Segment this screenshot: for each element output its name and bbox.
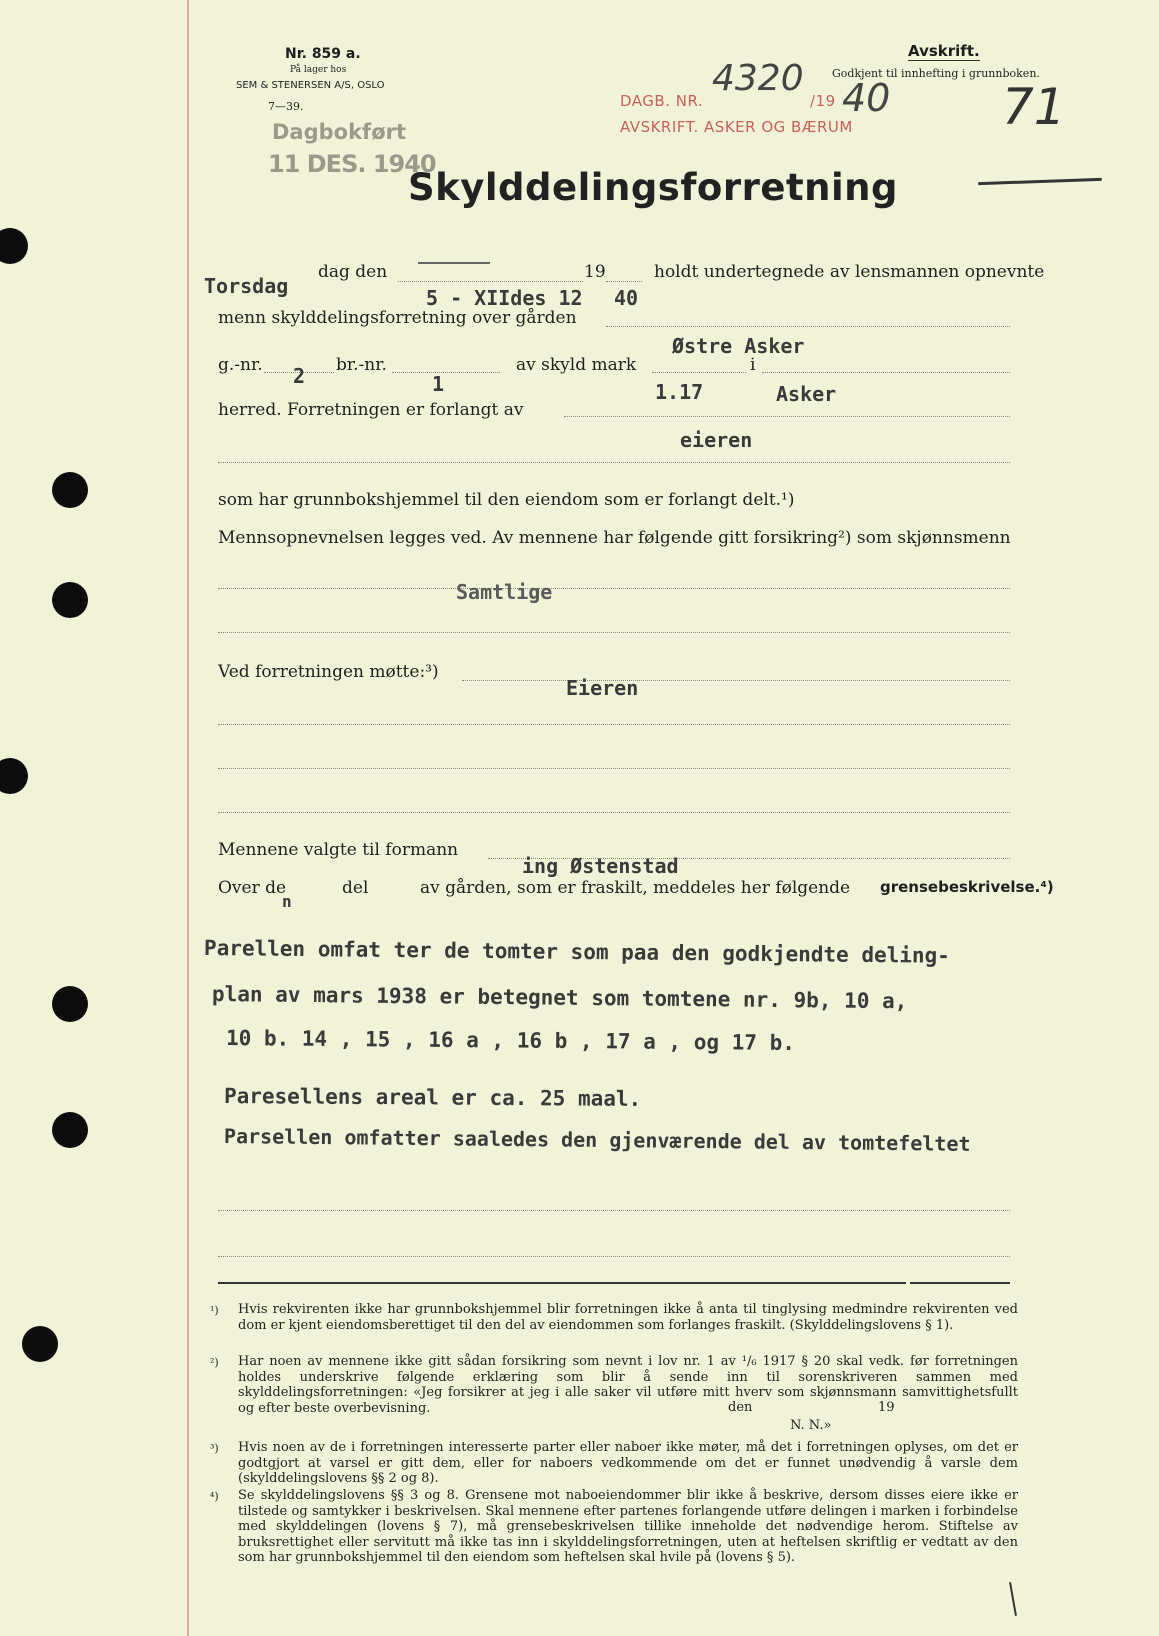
avskrift-note: Godkjent til innhefting i grunnboken.: [832, 67, 1040, 80]
over-suffix: n: [282, 892, 292, 911]
dagbokfort-date: 11 DES. 1940: [268, 150, 436, 178]
dagb-number: 4320: [712, 58, 804, 99]
punch-hole: [52, 582, 88, 618]
punch-hole: [52, 1112, 88, 1148]
page-mark: 71: [1002, 78, 1066, 136]
farm-name: Østre Asker: [672, 334, 805, 358]
footnote-2: Har noen av mennene ikke gitt sådan forsikring som nevnt i lov nr. 1 av ¹/₆ 1917 § 20 skal vedk. før forretningen holdes underskrive følgende erklæring som blir å sende inn til sorenskriveren sammen med skylddelingsforretningen: «Jeg forsikrer at jeg i alle saker vil utføre mitt hverv som skjønnsmann samvittighetsfullt og efter beste overbevisning.: [238, 1354, 1018, 1416]
description-line: plan av mars 1938 er betegnet som tomtene nr. 9b, 10 a,: [211, 982, 908, 1014]
farm-dotted-line: [606, 326, 1010, 327]
herred-line: herred. Forretningen er forlangt av: [218, 400, 524, 420]
i-label: i: [750, 355, 756, 375]
dagbokfort-stamp: Dagbokført: [272, 120, 407, 144]
description-line: Parsellen omfatter saaledes den gjenværende del av tomtefeltet: [223, 1124, 971, 1156]
over-label: Over de: [218, 878, 287, 898]
skyld-label: av skyld mark: [516, 355, 637, 375]
publisher-name: SEM & STENERSEN A/S, OSLO: [236, 80, 385, 91]
footnote-3: Hvis noen av de i forretningen interesserte parter eller naboer ikke møter, må det i forretningen oplyses, om det er godtgjort at varsel er gitt dem, eller for naboers vedkommende om det er funnet unødvendig å varsle dem (skylddelingslovens §§ 2 og 8).: [238, 1440, 1018, 1486]
blank-dotted-line: [218, 462, 1010, 463]
avskrift-stamp: AVSKRIFT. ASKER OG BÆRUM: [620, 118, 853, 136]
met-label: Ved forretningen møtte:³): [218, 662, 439, 682]
formann-value: ing Østenstad: [522, 854, 679, 878]
gnr-value: 2: [293, 364, 306, 388]
form-date: 7—39.: [268, 100, 304, 113]
avskrift-title: Avskrift.: [908, 42, 980, 60]
skyld-value: 1.17: [655, 380, 704, 404]
footnote-rule: [910, 1282, 1010, 1284]
footnote-2-den: den: [728, 1400, 753, 1415]
publisher-line: På lager hos: [290, 65, 347, 75]
footnote-mark: ³): [210, 1442, 219, 1455]
footnote-4: Se skylddelingslovens §§ 3 og 8. Grensene mot naboeiendommer blir ikke å beskrive, dersom disses eiere ikke er tilstede og samtykker i beskrivelsen. Skal mennene efter partenes forlangende utføre delingen i marken i forbindelse med skylddelingen (lovens § 7), må grensebeskrivelsen tillike inneholde det nødvendige herom. Stiftelse av bruksrettighet eller servitutt må ikke tas inn i skylddelingsforretningen, uten at heftelsen skriftlig er vedtatt av den som har grunnbokshjemmel til den eiendom som heftelsen skal hvile på (lovens § 5).: [238, 1488, 1018, 1565]
blank-dotted-line: [218, 632, 1010, 633]
description-line: Paresellens areal er ca. 25 maal.: [223, 1084, 642, 1111]
page-mark-stroke: [978, 178, 1102, 185]
year-prefix: 19: [584, 262, 606, 282]
line1-text: holdt undertegnede av lensmannen opnevnte: [654, 262, 1045, 282]
herred-value: Asker: [776, 382, 837, 406]
grunnbok-line: som har grunnbokshjemmel til den eiendom som er forlangt delt.¹): [218, 490, 795, 510]
blank-dotted-line: [218, 1256, 1010, 1257]
skyld-dotted-line: [652, 372, 746, 373]
punch-hole: [22, 1326, 58, 1362]
weekday-value: Torsdag: [204, 274, 289, 298]
sworn-value: Samtlige: [456, 580, 553, 604]
met-value: Eieren: [566, 676, 639, 700]
blank-dotted-line: [218, 812, 1010, 813]
menn-line: Mennsopnevnelsen legges ved. Av mennene har følgende gitt forsikring²) som skjønnsmenn: [218, 528, 1011, 548]
formann-label: Mennene valgte til formann: [218, 840, 459, 860]
footnote-2-nn: N. N.»: [790, 1418, 832, 1433]
gnr-label: g.-nr.: [218, 355, 263, 375]
blank-dotted-line: [218, 1210, 1010, 1211]
blank-dotted-line: [218, 724, 1010, 725]
date-dotted-line: [398, 281, 583, 282]
footnote-1: Hvis rekvirenten ikke har grunnbokshjemmel blir forretningen ikke å anta til tinglysing medmindre rekvirenten ved dom er kjent eiendomsberettiget til den del av eiendommen som forlanges fraskilt. (Skylddelingslovens § 1).: [238, 1302, 1018, 1333]
punch-hole: [0, 228, 28, 264]
requested-dotted-line: [564, 416, 1010, 417]
year-dotted-line: [606, 281, 642, 282]
line2-text: menn skylddelingsforretning over gården: [218, 308, 577, 328]
footnote-rule: [218, 1282, 906, 1284]
footnote-mark: ¹): [210, 1304, 219, 1317]
dagb-year: 40: [842, 76, 891, 120]
blank-dotted-line: [218, 768, 1010, 769]
description-line: 10 b. 14 , 15 , 16 a , 16 b , 17 a , og 17 b.: [225, 1026, 796, 1055]
requested-by: eieren: [680, 428, 753, 452]
footnote-mark: ²): [210, 1356, 219, 1369]
bnr-value: 1: [432, 372, 445, 396]
sworn-dotted-line: [218, 588, 1010, 589]
pen-mark: [1009, 1582, 1017, 1616]
met-dotted-line: [462, 680, 1010, 681]
pen-stroke: [418, 262, 490, 264]
footnote-mark: ⁴): [210, 1490, 219, 1503]
bnr-dotted-line: [392, 372, 500, 373]
bnr-label: br.-nr.: [336, 355, 387, 375]
avskrift-underline: [908, 60, 980, 61]
description-line: Parellen omfat ter de tomter som paa den godkjendte deling-: [203, 936, 951, 968]
del-label: del: [342, 878, 369, 898]
form-number: Nr. 859 a.: [285, 46, 361, 62]
over-text: av gården, som er fraskilt, meddeles her følgende: [420, 878, 851, 898]
punch-hole: [52, 472, 88, 508]
punch-hole: [0, 758, 28, 794]
date-value: 5 - XIIdes 12: [426, 286, 583, 310]
grense-label: grensebeskrivelse.⁴): [880, 878, 1054, 896]
margin-line: [187, 0, 189, 1636]
footnote-2-year: 19: [878, 1400, 895, 1415]
page-title: Skylddelingsforretning: [408, 166, 898, 209]
year-value: 40: [614, 286, 639, 310]
punch-hole: [52, 986, 88, 1022]
dag-den-label: dag den: [318, 262, 388, 282]
herred-dotted-line: [762, 372, 1010, 373]
dagb-label: DAGB. NR.: [620, 92, 704, 110]
dagb-year-prefix: /19: [810, 92, 836, 110]
